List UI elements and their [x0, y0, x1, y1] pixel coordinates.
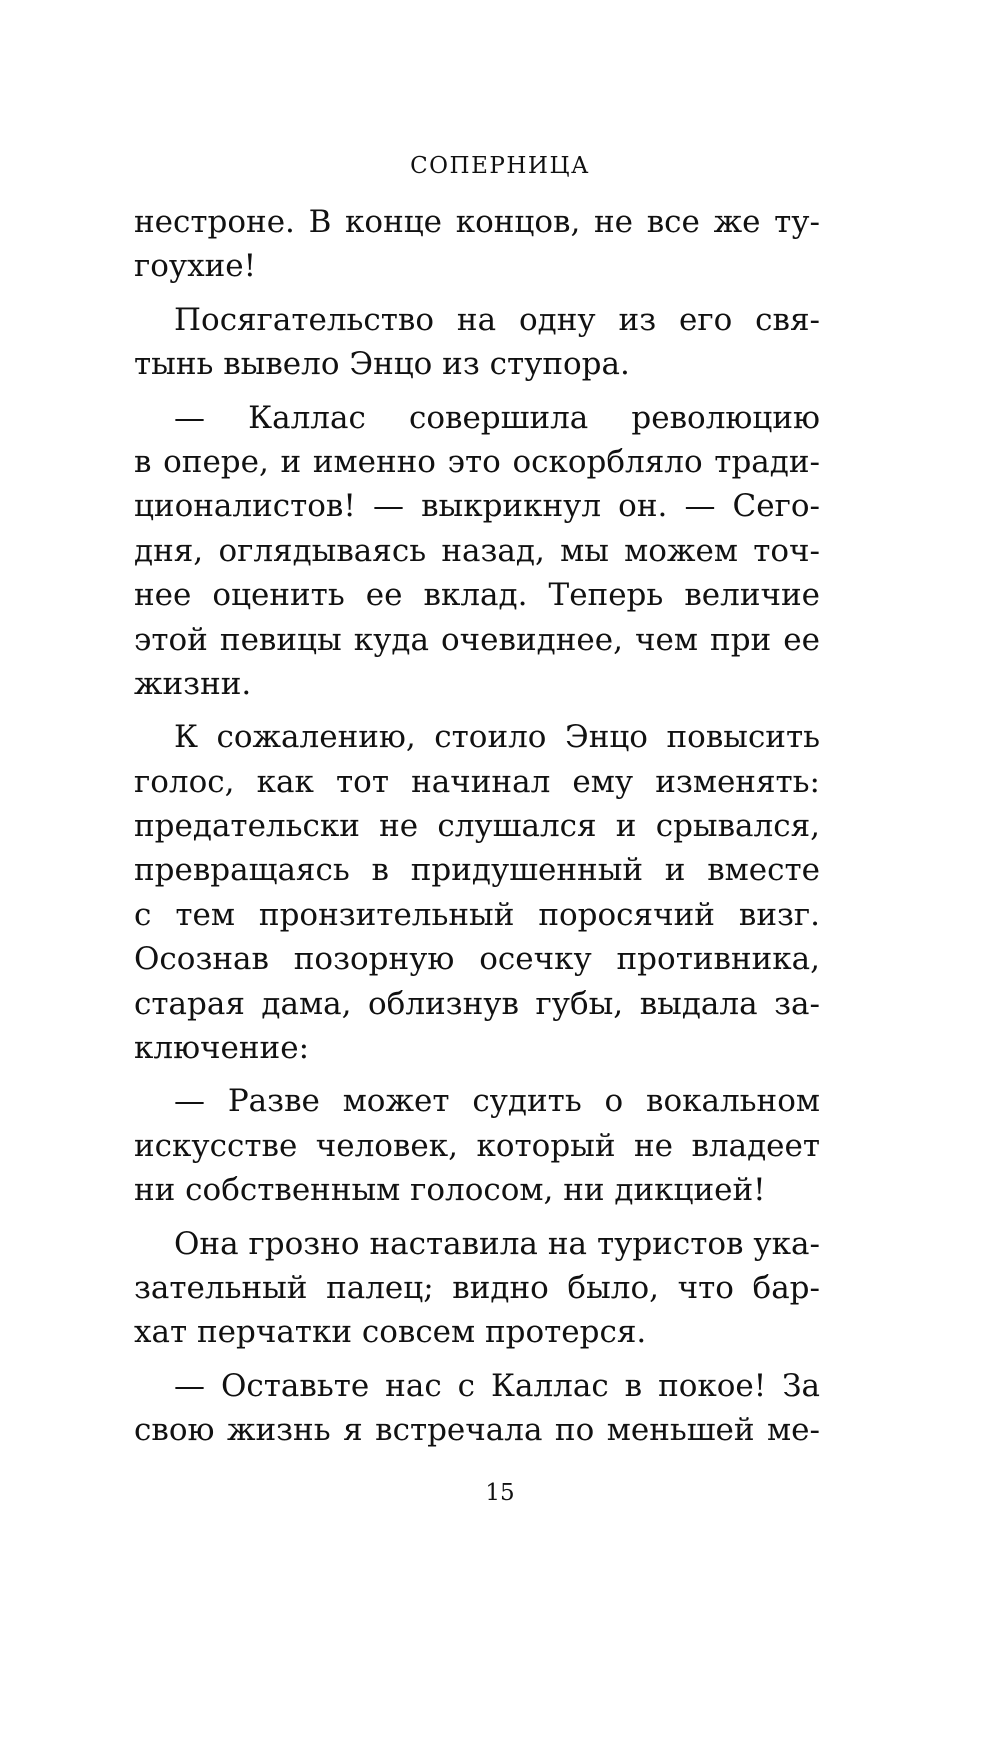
running-head: СОПЕРНИЦА: [410, 153, 590, 179]
text-line: гоухие!: [134, 248, 257, 285]
paragraph: [134, 715, 820, 1070]
text-line: с тем пронзительный поросячий визг.: [134, 896, 820, 933]
text-line: Она грозно наставила на туристов ука-: [174, 1225, 820, 1262]
text-line: — Оставьте нас с Каллас в покое! За: [174, 1367, 820, 1404]
text-line: — Каллас совершила революцию: [174, 399, 820, 436]
text-line: этой певицы куда очевиднее, чем при ее: [134, 621, 820, 658]
text-line: зательный палец; видно было, что бар-: [134, 1269, 820, 1306]
text-line: старая дама, облизнув губы, выдала за-: [134, 985, 820, 1022]
page-body: [134, 200, 820, 1453]
paragraph: [134, 1222, 820, 1355]
text-line: искусстве человек, который не владеет: [134, 1127, 820, 1164]
text-line: ни собственным голосом, ни дикцией!: [134, 1172, 766, 1209]
text-line: — Разве может судить о вокальном: [174, 1083, 820, 1120]
text-line: голос, как тот начинал ему изменять:: [134, 763, 820, 800]
text-line: дня, оглядываясь назад, мы можем точ-: [134, 532, 820, 569]
page-number: 15: [485, 1480, 515, 1506]
text-line: Осознав позорную осечку противника,: [134, 941, 820, 978]
text-line: ключение:: [134, 1030, 310, 1067]
paragraph: [134, 1364, 820, 1453]
text-line: тынь вывело Энцо из ступора.: [134, 346, 630, 383]
paragraph: [134, 396, 820, 707]
text-line: нестроне. В конце концов, не все же ту-: [134, 204, 820, 240]
text-line: в опере, и именно это оскорбляло тради-: [134, 443, 820, 480]
text-line: хат перчатки совсем протерся.: [134, 1314, 647, 1351]
text-line: превращаясь в придушенный и вместе: [134, 852, 820, 889]
text-line: К сожалению, стоило Энцо повысить: [174, 719, 820, 756]
text-line: жизни.: [134, 665, 252, 702]
text-line: Посягательство на одну из его свя-: [174, 301, 820, 338]
text-line: предательски не слушался и срывался,: [134, 808, 820, 845]
paragraph: [134, 200, 820, 289]
text-line: свою жизнь я встречала по меньшей ме-: [134, 1412, 820, 1449]
paragraph: [134, 1079, 820, 1212]
text-line: ционалистов! — выкрикнул он. — Сего-: [134, 488, 820, 525]
text-line: нее оценить ее вклад. Теперь величие: [134, 577, 820, 614]
paragraph: [134, 298, 820, 387]
